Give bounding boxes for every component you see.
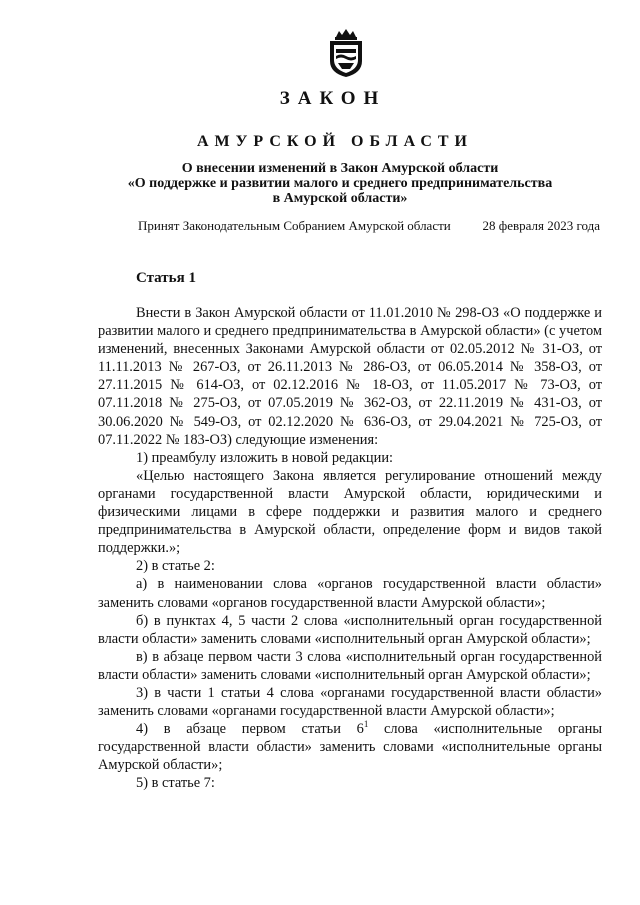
paragraph: Внести в Закон Амурской области от 11.01.2010 № 298-ОЗ «О поддержке и развитии малого и среднего предпринимательства в Амурской области» (с учетом изменений, внесенных Законами Амурской области от 02.05.2012 № 31-ОЗ, от 11.11.2013 № 267-ОЗ, от 26.11.2013 № 286-ОЗ, от 06.05.2014 № 358-ОЗ, от 27.11.2015 № 614-ОЗ, от 02.12.2016 № 18-ОЗ, от 11.05.2017 № 73-ОЗ, от 07.11.2018 № 275-ОЗ, от 07.05.2019 № 362-ОЗ, от 22.11.2019 № 431-ОЗ, от 30.06.2020 № 549-ОЗ, от 02.12.2020 № 636-ОЗ, от 29.04.2021 № 725-ОЗ, от 07.11.2022 № 183-ОЗ) следующие изменения: — [98, 305, 602, 448]
adopted-date: 28 февраля 2023 года — [482, 218, 600, 233]
adopted-by: Принят Законодательным Собранием Амурской области — [138, 218, 451, 233]
paragraph: 3) в части 1 статьи 4 слова «органами государственной власти области» заменить словами «органами государственной власти Амурской области»; — [98, 684, 602, 720]
paragraph: 5) в статье 7: — [136, 775, 215, 792]
paragraph: 2) в статье 2: — [136, 558, 215, 575]
law-title: ЗАКОН — [279, 88, 387, 109]
region-title: АМУРСКОЙ ОБЛАСТИ — [197, 133, 473, 150]
coat-of-arms-icon — [324, 27, 368, 79]
paragraph: «Целью настоящего Закона является регулирование отношений между органами государственной власти Амурской области, юридическими и физическими лицами в сфере поддержки и развития малого и среднего предпринимательства в Амурской области, определение форм и видов такой поддержки.»; — [98, 467, 602, 557]
article-heading: Статья 1 — [136, 270, 196, 286]
subtitle-line: в Амурской области» — [272, 191, 408, 206]
subtitle-line: «О поддержке и развитии малого и среднего предпринимательства — [127, 176, 553, 191]
item4-text-before: 4) в абзаце первом статьи 6 — [136, 721, 364, 738]
item4-text-after: слова «исполнительные органы государственной власти области» заменить словами «исполнительные органы Амурской области»; — [98, 721, 602, 774]
paragraph: б) в пунктах 4, 5 части 2 слова «исполнительный орган государственной власти области» заменить словами «исполнительный орган Амурской области»; — [98, 612, 602, 647]
paragraph: 1) преамбулу изложить в новой редакции: — [136, 449, 394, 466]
paragraph: а) в наименовании слова «органов государственной власти области» заменить словами «органов государственной власти Амурской области»; — [98, 576, 602, 611]
law-subtitle — [110, 161, 570, 206]
article-body — [98, 304, 602, 793]
paragraph-item-4 — [98, 720, 602, 774]
subtitle-line: О внесении изменений в Закон Амурской области — [181, 161, 499, 176]
superscript: 1 — [363, 719, 369, 730]
paragraph: в) в абзаце первом части 3 слова «исполнительный орган государственной власти области» заменить словами «исполнительный орган Амурской области»; — [98, 648, 602, 683]
